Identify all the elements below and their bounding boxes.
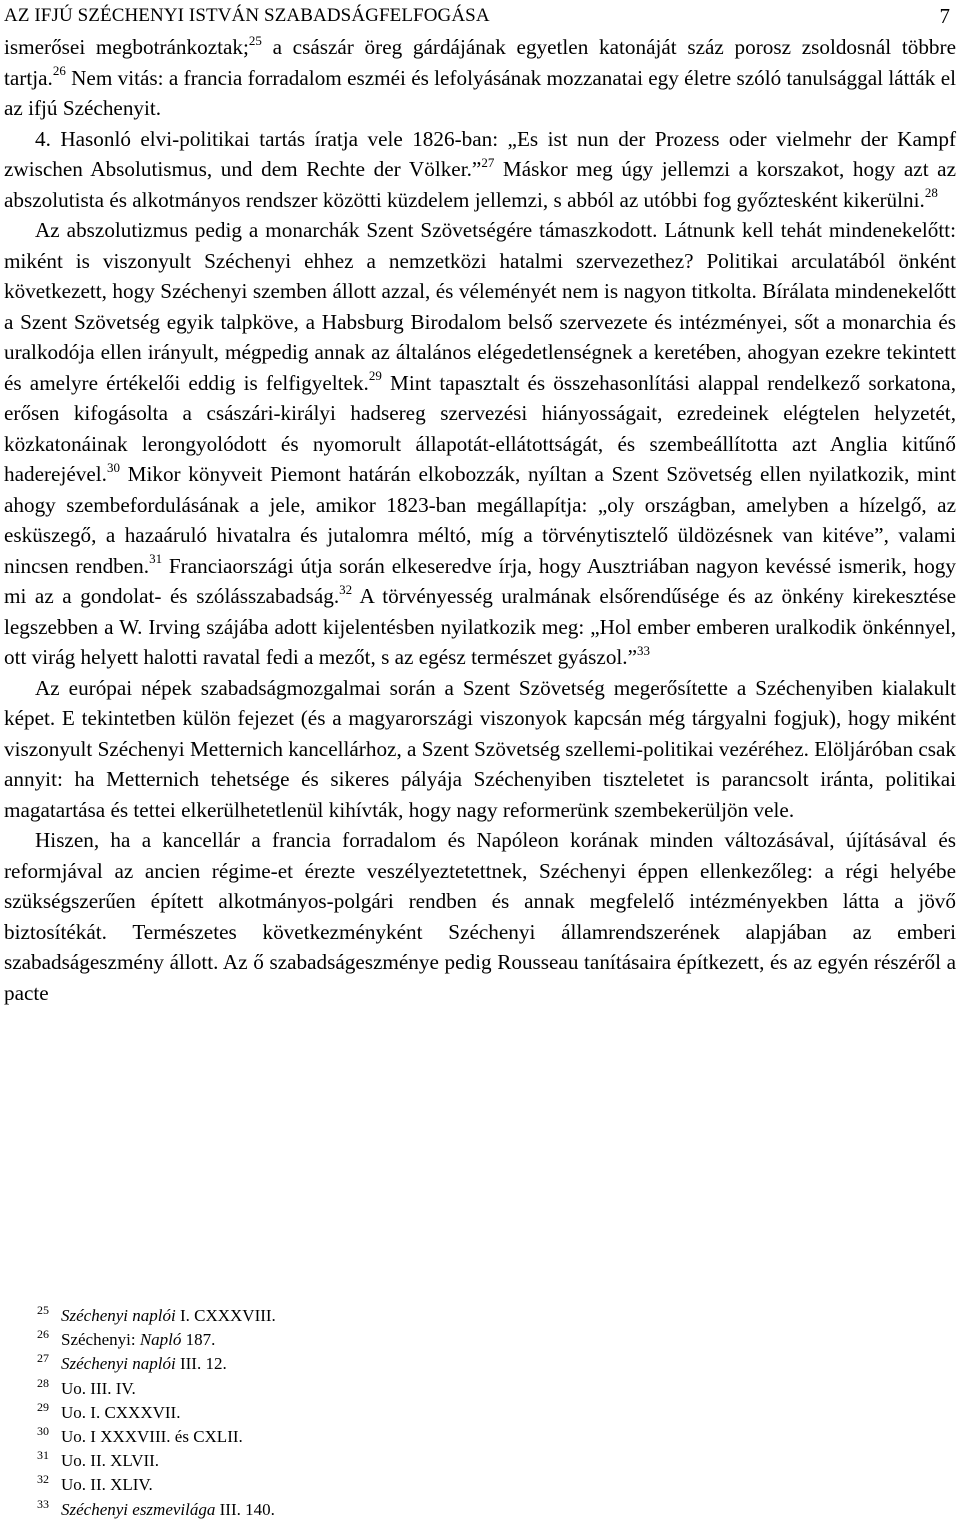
footnotes <box>37 1304 637 1522</box>
text-run: a császár öreg gárdájának egyetlen katonáját száz porosz zsoldosnál többre tartja. <box>4 35 956 90</box>
footnote-ref[interactable]: 26 <box>52 63 66 79</box>
footnote <box>37 1328 637 1352</box>
footnote-number: 33 <box>37 1496 49 1511</box>
footnote-author: Széchenyi: <box>61 1330 140 1350</box>
footnote-number: 26 <box>37 1327 49 1342</box>
footnote <box>37 1377 637 1401</box>
footnote-title: Széchenyi naplói <box>61 1354 176 1374</box>
text-run: ismerősei megbotránkoztak; <box>4 35 249 59</box>
footnote-text <box>61 1304 276 1328</box>
footnote-ref[interactable]: 27 <box>481 154 495 170</box>
paragraph <box>4 215 956 673</box>
footnote-text: Uo. II. XLIV. <box>61 1475 153 1495</box>
text-run: Mint tapasztalt és összehasonlítási alappal rendelkező sorkatona, erősen kifogásolta a császári-királyi hadsereg szervezési hiányosságait, ezredeinek elégtelen helyzetét, közkatonáinak lerongyolódott és nyomorult állapotát-ellátottságát, és szembeállította azt Anglia kitűnő haderejével. <box>4 370 956 486</box>
footnote <box>37 1498 637 1522</box>
footnote-ref[interactable]: 25 <box>248 32 262 48</box>
footnote <box>37 1352 637 1376</box>
footnote-title: Napló <box>139 1330 182 1350</box>
footnote-text: Uo. II. XLVII. <box>61 1451 160 1471</box>
footnote-text <box>61 1352 227 1376</box>
text-run: Máskor meg úgy jellemzi a korszakot, hogy azt az abszolutista és alkotmányos rendszer közötti küzdelem jellemzi, s abból az utóbbi fog győztesként kikerülni. <box>4 157 956 212</box>
body-text <box>4 32 956 1008</box>
footnote-ref-text: I. CXXXVIII. <box>175 1306 276 1325</box>
footnote-ref-text: III. 140. <box>215 1499 275 1519</box>
footnote-number: 32 <box>37 1472 49 1487</box>
footnote <box>37 1449 637 1473</box>
footnote-ref[interactable]: 33 <box>637 642 650 658</box>
footnote <box>37 1304 637 1328</box>
footnote-number: 27 <box>37 1351 49 1366</box>
footnote <box>37 1401 637 1425</box>
footnote <box>37 1473 637 1497</box>
footnote-ref-text: 187. <box>181 1330 216 1350</box>
footnote-ref[interactable]: 32 <box>339 581 353 597</box>
text-run: 4. Hasonló elvi-politikai tartás íratja vele 1826-ban: „Es ist nun der Prozess oder vielmehr der Kampf zwischen Absolutismus, und dem Rechte der Völker.” <box>4 126 956 181</box>
text-run: Nem vitás: a francia forradalom eszméi és lefolyásának mozzanatai egy életre szóló tanulsággal látták el az ifjú Széchenyit. <box>4 65 956 120</box>
footnote-ref-text: III. 12. <box>175 1354 227 1374</box>
footnote-title: Széchenyi naplói <box>61 1306 176 1325</box>
paragraph: Hiszen, ha a kancellár a francia forradalom és Napóleon korának minden változásával, újításával és reformjával az ancien régime-et érezte veszélyeztetettnek, Széchenyi éppen ellenkezőleg: a régi helyébe szükségszerűen épített alkotmányos-polgári rendben és annak megfelelő intézményekben látta a jövő biztosítékát. Természetes következményként Széchenyi államrendszerének alapjában az emberi szabadságeszmény állott. Az ő szabadságeszménye pedig Rousseau tanításaira építkezett, és az egyén részéről a pacte <box>4 828 956 1005</box>
footnote-text <box>61 1328 215 1352</box>
footnote-number: 25 <box>37 1303 49 1317</box>
paragraph <box>4 124 956 216</box>
running-header <box>4 2 956 30</box>
footnote-number: 31 <box>37 1448 49 1463</box>
footnote-number: 28 <box>37 1375 49 1390</box>
page-number: 7 <box>939 4 950 28</box>
text-run: Az abszolutizmus pedig a monarchák Szent Szövetségére támaszkodott. Látnunk kell tehát mindenekelőtt: miként is viszonyult Széchenyi ehhez a nemzetközi hatalmi szervezethez? Politikai arculatából önként következett, hogy Széchenyi szemben állott azzal, és véleményét nem is nagyon titkolta. Bírálata mindenekelőtt a Szent Szövetség egyik talpköve, a Habsburg Birodalom belső szervezete és intézményei, sőt a monarchia és uralkodója ellen irányult, mégpedig annak az általános elégedetlenségnek a keretében, ahogyan ezekre tekintett és amelyre értékelői eddig is felfigyeltek. <box>4 218 956 395</box>
footnote-ref[interactable]: 31 <box>149 551 163 567</box>
footnote-title: Széchenyi eszmevilága <box>61 1499 216 1519</box>
text-run: Mikor könyveit Piemont határán elkobozzák, nyíltan a Szent Szövetség ellen nyilatkozik, mint ahogy szembefordulásának a jele, amikor 1823-ban megállapítja: „oly országban, amelyben a hízelgő, az esküszegő, a hazaáruló hivatalra és jutalomra méltó, míg a törvénytisztelő üldözésnek van kitéve”, valami nincsen rendben. <box>4 462 956 578</box>
running-title: AZ IFJÚ SZÉCHENYI ISTVÁN SZABADSÁGFELFOGÁSA <box>4 5 490 26</box>
footnote-text <box>61 1498 275 1522</box>
footnote-number: 29 <box>37 1399 49 1414</box>
footnote-text: Uo. I XXXVIII. és CXLII. <box>61 1426 243 1446</box>
footnote-ref[interactable]: 29 <box>368 368 382 384</box>
footnote-number: 30 <box>37 1423 49 1438</box>
footnote-ref[interactable]: 30 <box>106 459 120 475</box>
footnote-ref[interactable]: 28 <box>924 185 938 201</box>
paragraph: Az európai népek szabadságmozgalmai során a Szent Szövetség megerősítette a Széchenyiben kialakult képet. E tekintetben külön fejezet (és a magyarországi viszonyok kapcsán még tárgyalni fogjuk), hogy miként viszonyult Széchenyi Metternich kancellárhoz, a Szent Szövetség szellemi-politikai vezéréhez. Elöljáróban csak annyit: ha Metternich tehetsége és sikeres pályája Széchenyiben tiszteletet is parancsolt iránta, politikai magatartása és tettei elkerülhetetlenül kihívták, hogy nagy reformerünk szembekerüljön vele. <box>4 675 956 822</box>
footnote-text: Uo. III. IV. <box>61 1378 136 1398</box>
text-run: A törvényesség uralmának elsőrendűsége és az önkény kirekesztése legszebben a W. Irving szájába adott kijelentésben nyilatkozik meg: „Hol ember emberen uralkodik önkénnyel, ott virág helyett halotti ravatal fedi a mezőt, s az egész természet gyászol.” <box>4 584 956 669</box>
footnote <box>37 1425 637 1449</box>
paragraph <box>4 32 956 124</box>
text-run: Franciaországi útja során elkeseredve írja, hogy Ausztriában nagyon kevéssé ismerik, hogy mi az a gondolat- és szólásszabadság. <box>4 553 956 608</box>
footnote-text: Uo. I. CXXXVII. <box>61 1402 181 1422</box>
